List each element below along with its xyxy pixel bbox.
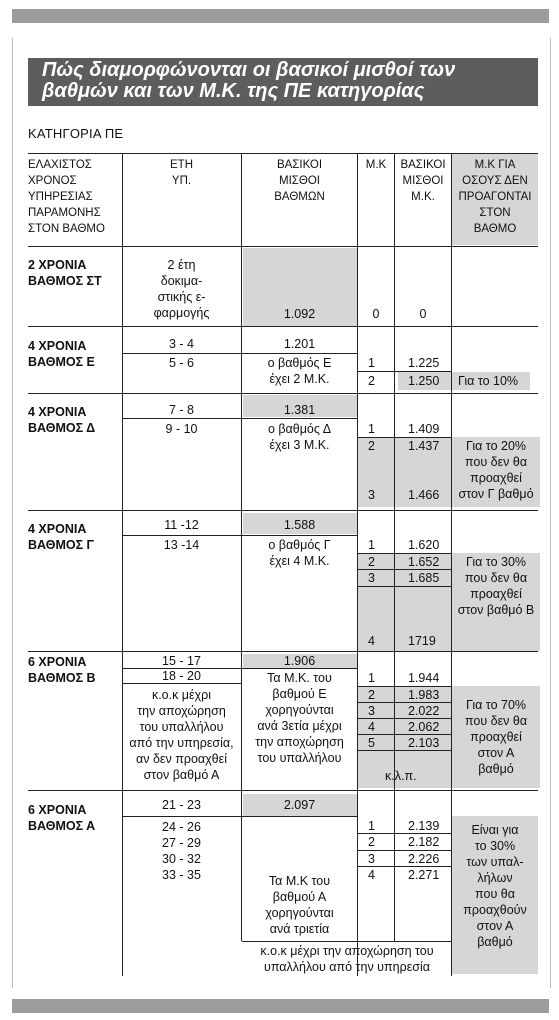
years-text: φαρμογής <box>153 306 210 320</box>
extra-text: προαχθεί <box>470 471 522 485</box>
header-text: Μ.Κ. <box>411 191 435 203</box>
b-years-2: 18 - 20 <box>162 669 201 683</box>
header-text: ΧΡΟΝΟΣ <box>28 175 77 187</box>
g-extra <box>452 554 540 618</box>
note-text: έχει 2 Μ.Κ. <box>269 372 330 386</box>
extra-text: Για το 20% <box>465 439 527 453</box>
b-mk-salary-1: 1.944 <box>408 671 440 685</box>
top-decorative-bar <box>12 9 549 23</box>
header-text: ΒΑΣΙΚΟΙ <box>400 159 446 171</box>
note-text: έχει 4 Μ.Κ. <box>269 554 330 568</box>
grade-text: ΒΑΘΜΟΣ Ε <box>28 355 95 369</box>
grade-text: ΒΑΘΜΟΣ Δ <box>28 421 96 435</box>
st-years <box>122 257 241 321</box>
b-years-1: 15 - 17 <box>162 654 201 668</box>
header-text: Μ.Κ <box>365 159 387 171</box>
extra-text: το 30% <box>474 839 516 853</box>
a-note <box>242 873 357 937</box>
header-text: ΥΠ. <box>171 175 192 187</box>
d-mk-1: 1 <box>368 422 375 436</box>
header-text: ΣΤΟΝ ΒΑΘΜΟ <box>28 223 105 235</box>
col-divider-3 <box>357 153 358 976</box>
note-text: έχει 3 Μ.Κ. <box>269 438 330 452</box>
col-divider-4 <box>394 153 395 941</box>
b-mk-salary-3: 2.022 <box>408 704 440 718</box>
extra-text: στον βαθμό Β <box>457 603 535 617</box>
rule-top <box>28 153 538 154</box>
a-mk-salary-2: 2.182 <box>408 835 440 849</box>
note-text: την αποχώρηση <box>255 735 344 749</box>
rule-e <box>28 393 538 394</box>
g-mk-salary-3: 1.685 <box>408 571 440 585</box>
header-text: ΟΣΟΥΣ ΔΕΝ <box>462 175 528 187</box>
rule-a-footer <box>242 941 452 942</box>
header-text: ΜΙΣΘΟΙ <box>279 175 320 187</box>
g-note <box>242 537 357 569</box>
extra-text: που δεν θα <box>464 571 528 585</box>
header-text: ΠΡΟΑΓΟΝΤΑΙ <box>458 191 532 203</box>
years-text: στικής ε- <box>157 290 206 304</box>
header-text: ΠΑΡΑΜΟΝΗΣ <box>28 207 101 219</box>
years-text: δοκιμα- <box>160 274 203 288</box>
years-note-text: στον βαθμό Α <box>143 768 220 782</box>
st-mk-salary: 0 <box>419 307 427 321</box>
d-salary: 1.381 <box>283 403 316 417</box>
rule-d-mid <box>122 418 358 419</box>
a-years-rest <box>122 819 241 883</box>
g-mk-2: 2 <box>368 555 375 569</box>
g-years-1: 11 -12 <box>164 518 199 532</box>
d-extra <box>452 438 540 502</box>
e-mk-salary-2: 1.250 <box>408 374 440 388</box>
years-note-text: του υπαλλήλου <box>139 720 224 734</box>
a-years-1: 21 - 23 <box>162 798 201 812</box>
a-mk-4: 4 <box>368 868 375 882</box>
d-note <box>242 421 357 453</box>
rule-st <box>28 326 538 327</box>
footer-text: υπαλλήλου από την υπηρεσία <box>264 960 430 974</box>
extra-text: στον Α <box>476 919 514 933</box>
footer-text: κ.ο.κ μέχρι την αποχώρηση του <box>260 944 434 958</box>
note-text: ανά τριετία <box>269 922 330 936</box>
extra-text: βαθμό <box>478 762 514 776</box>
rule-g-mk3 <box>358 586 452 587</box>
b-mk-2: 2 <box>368 688 375 702</box>
g-mk-salary-2: 1.652 <box>408 555 440 569</box>
years-note-text: την αποχώρηση <box>137 704 226 718</box>
b-mk-salary-2: 1.983 <box>408 688 440 702</box>
e-years-2: 5 - 6 <box>168 356 194 370</box>
grade-d-label <box>28 404 95 436</box>
bottom-decorative-bar <box>12 999 549 1013</box>
grade-text: ΒΑΘΜΟΣ Γ <box>28 538 95 552</box>
header-mk-not-promoted <box>452 157 538 237</box>
extra-text: προαχθούν <box>463 903 527 917</box>
b-extra <box>452 697 540 777</box>
g-mk-1: 1 <box>368 538 375 552</box>
years-text: 30 - 32 <box>162 852 201 866</box>
g-mk-3: 3 <box>368 571 375 585</box>
years-text: 27 - 29 <box>162 836 201 850</box>
header-mk-salaries <box>395 157 451 205</box>
b-etc: κ.λ.π. <box>385 769 417 783</box>
rule-d <box>28 510 538 511</box>
a-mk-salary-3: 2.226 <box>408 852 440 866</box>
article-title <box>28 58 538 106</box>
g-mk-salary-1: 1.620 <box>408 538 440 552</box>
header-years <box>122 157 241 189</box>
a-mk-salary-1: 2.139 <box>408 819 440 833</box>
d-years-2: 9 - 10 <box>165 422 198 436</box>
a-salary: 2.097 <box>283 798 316 812</box>
note-text: ο βαθμός Ε <box>267 356 332 370</box>
extra-text: Για το 70% <box>465 698 527 712</box>
rule-e-mid <box>122 353 358 354</box>
d-years-1: 7 - 8 <box>168 403 194 417</box>
b-note <box>242 670 357 766</box>
years-text: 33 - 35 <box>162 868 201 882</box>
extra-text: στον Γ βαθμό <box>458 487 534 501</box>
years-text: 24 - 26 <box>162 820 201 834</box>
grade-b-label <box>28 654 96 686</box>
a-mk-3: 3 <box>368 852 375 866</box>
rule-g <box>28 651 538 652</box>
extra-text: των υπαλ- <box>466 855 524 869</box>
extra-text: στον Α <box>477 746 515 760</box>
note-text: χορηγούνται <box>265 703 334 717</box>
rule-e-mk <box>358 371 452 372</box>
note-text: βαθμού Ε <box>272 687 327 701</box>
title-line-1: Πώς διαμορφώνονται οι βασικοί μισθοί των <box>42 59 456 81</box>
d-mk-salary-1: 1.409 <box>408 422 440 436</box>
note-text: ο βαθμός Γ <box>268 538 331 552</box>
a-mk-2: 2 <box>368 835 375 849</box>
b-mk-5: 5 <box>368 736 375 750</box>
grade-text: 4 ΧΡΟΝΙΑ <box>28 339 87 353</box>
extra-text: που δεν θα <box>464 455 528 469</box>
header-text: ΕΤΗ <box>170 159 193 171</box>
grade-st-label <box>28 257 102 289</box>
header-text: ΒΑΘΜΩΝ <box>274 191 325 203</box>
extra-text: προαχθεί <box>470 730 522 744</box>
grade-text: ΒΑΘΜΟΣ ΣΤ <box>28 274 102 288</box>
g-salary: 1.588 <box>283 518 316 532</box>
b-salary: 1.906 <box>283 654 316 668</box>
b-mk-salary-4: 2.062 <box>408 720 440 734</box>
d-mk-salary-2: 1.437 <box>408 439 440 453</box>
extra-text: που θα <box>475 887 515 901</box>
b-mk-salary-5: 2.103 <box>408 736 440 750</box>
note-text: βαθμού Α <box>272 890 327 904</box>
extra-text: Είναι για <box>471 823 519 837</box>
a-mk-salary-4: 2.271 <box>408 868 440 882</box>
grade-text: ΒΑΘΜΟΣ Α <box>28 819 96 833</box>
title-line-2: βαθμών και των Μ.Κ. της ΠΕ κατηγορίας <box>42 80 425 102</box>
extra-text: που δεν θα <box>464 714 528 728</box>
grade-a-label <box>28 802 95 834</box>
header-text: ΜΙΣΘΟΙ <box>402 175 444 187</box>
d-mk-salary-3: 1.466 <box>408 488 440 502</box>
grade-text: 4 ΧΡΟΝΙΑ <box>28 522 87 536</box>
category-label: ΚΑΤΗΓΟΡΙΑ ΠΕ <box>28 126 124 141</box>
e-note <box>242 355 357 387</box>
e-mk-2: 2 <box>368 374 375 388</box>
note-text: χορηγούνται <box>265 906 334 920</box>
header-base-salaries <box>242 157 357 205</box>
e-mk-1: 1 <box>368 356 375 370</box>
e-mk-salary-1: 1.225 <box>408 356 440 370</box>
st-mk: 0 <box>372 307 380 321</box>
a-mk-1: 1 <box>368 819 375 833</box>
note-text: ανά 3ετία μέχρι <box>257 719 342 733</box>
header-text: ΒΑΘΜΟ <box>473 223 517 235</box>
b-mk-3: 3 <box>368 704 375 718</box>
grade-text: 6 ΧΡΟΝΙΑ <box>28 803 87 817</box>
d-mk-3: 3 <box>368 488 375 502</box>
header-text: ΕΛΑΧΙΣΤΟΣ <box>28 159 92 171</box>
note-text: Τα Μ.Κ του <box>268 874 331 888</box>
extra-text: προαχθεί <box>470 587 522 601</box>
header-min-time <box>28 157 105 237</box>
g-mk-salary-4: 1719 <box>408 634 436 648</box>
b-mk-1: 1 <box>368 671 375 685</box>
note-text: ο βαθμός Δ <box>267 422 332 436</box>
extra-text: βαθμό <box>477 935 513 949</box>
header-text: ΣΤΟΝ <box>479 207 511 219</box>
rule-a-mid <box>122 816 358 817</box>
years-note-text: από την υπηρεσία, <box>129 736 234 750</box>
grade-g-label <box>28 521 94 553</box>
note-text: του υπαλλήλου <box>257 751 342 765</box>
rule-header <box>28 246 538 247</box>
d-mk-2: 2 <box>368 439 375 453</box>
grade-e-label <box>28 338 95 370</box>
g-years-2: 13 -14 <box>163 538 200 552</box>
note-text: Τα Μ.Κ. του <box>267 671 332 685</box>
header-text: Μ.Κ ΓΙΑ <box>474 159 516 171</box>
e-extra: Για το 10% <box>458 374 519 388</box>
header-text: ΒΑΣΙΚΟΙ <box>276 159 323 171</box>
a-footer <box>242 943 452 975</box>
header-text: ΥΠΗΡΕΣΙΑΣ <box>28 191 93 203</box>
b-mk-4: 4 <box>368 720 375 734</box>
rule-b <box>28 790 538 791</box>
header-mk <box>358 157 394 173</box>
a-extra <box>452 822 538 950</box>
grade-text: 4 ΧΡΟΝΙΑ <box>28 405 87 419</box>
years-text: 2 έτη <box>167 258 196 272</box>
grade-text: 6 ΧΡΟΝΙΑ <box>28 655 87 669</box>
extra-text: λήλων <box>477 871 513 885</box>
e-salary: 1.201 <box>283 337 316 351</box>
grade-text: 2 ΧΡΟΝΙΑ <box>28 258 87 272</box>
g-mk-4: 4 <box>368 634 375 648</box>
extra-text: Για το 30% <box>465 555 527 569</box>
b-years-note <box>122 687 241 783</box>
st-salary: 1.092 <box>283 307 316 321</box>
years-note-text: κ.ο.κ μέχρι <box>151 688 212 702</box>
rule-g-mid <box>122 535 358 536</box>
years-note-text: αν δεν προαχθεί <box>136 752 227 766</box>
e-years-1: 3 - 4 <box>168 337 194 351</box>
grade-text: ΒΑΘΜΟΣ Β <box>28 671 96 685</box>
